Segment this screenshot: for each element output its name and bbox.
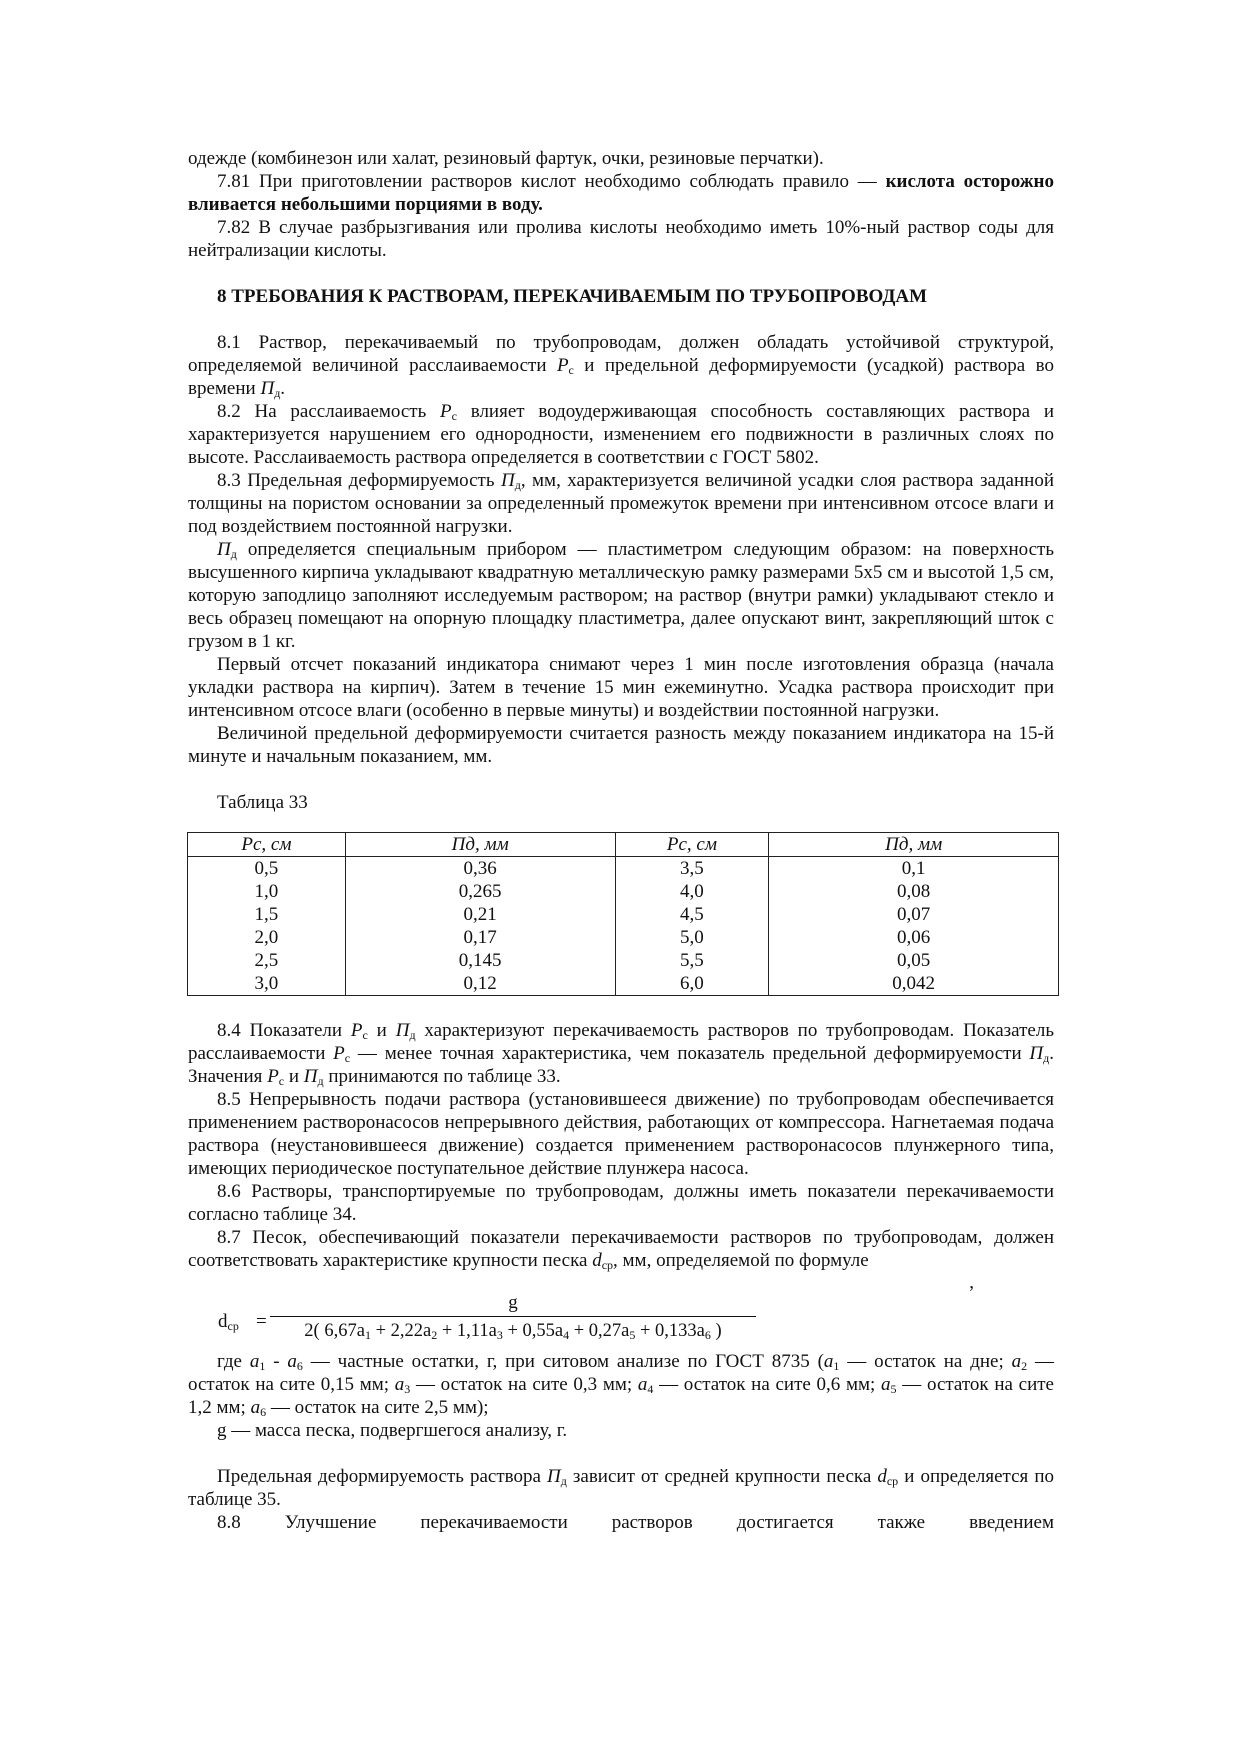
formula-denominator [270,1317,756,1345]
table-cell: 0,05 [769,949,1059,972]
text: - [265,1351,288,1372]
table-cell: 1,5 [188,903,346,926]
symbol: П [303,1066,318,1087]
formula-term: + 1,11a [437,1321,497,1341]
table-row [188,972,1059,996]
text: и определяется по таблице 35. [188,1466,1054,1510]
subscript: 1 [259,1359,266,1373]
paragraph-8-7 [188,1226,1054,1272]
subscript: ср [886,1474,899,1488]
text: 8.2 На расслаиваемость [217,401,441,422]
table-header-row [188,833,1059,857]
subscript: ср [601,1258,614,1272]
subscript: с [451,409,457,423]
symbol: d [592,1250,602,1271]
text: . [280,378,286,399]
table-cell: 1,0 [188,880,346,903]
text: , мм, определяемой по формуле [613,1250,869,1271]
bold-text: кислота осторожно вливается небольшими порциями в воду. [188,171,1054,215]
paragraph-8-1 [188,331,1054,400]
symbol: P [350,1020,363,1041]
symbol: P [267,1066,279,1087]
formula-subscript: 1 [364,1328,371,1342]
paragraph-8-2 [188,400,1054,469]
table-cell: 2,5 [188,949,346,972]
paragraph-7-82: 7.82 В случае разбрызгивания или пролива кислоты необходимо иметь 10%-ный раствор соды для нейтрализации кислоты. [188,217,1054,261]
symbol: a [394,1374,405,1395]
formula-subscript: 5 [629,1328,636,1342]
table-cell: 0,21 [345,903,615,926]
header-cell: Рс, см [615,833,769,857]
text: зависит от средней крупности песка [566,1466,878,1487]
subscript: 6 [260,1405,267,1419]
subscript: 1 [833,1359,840,1373]
text: , мм, характеризуется величиной усадки слоя раствора заданной толщины на пористом основании за определенный промежуток времени при интенсивном отсосе влаги и под воздействием постоянной нагрузки. [188,470,1054,537]
table-cell: 0,042 [769,972,1059,996]
symbol: a [250,1397,261,1418]
table-cell: 5,0 [615,926,769,949]
symbol: П [260,378,275,399]
text: — остаток на дне; [839,1351,1012,1372]
text: влияет водоудерживающая способность составляющих раствора и характеризуется нарушением его однородности, изменением его подвижности в различных слоях по высоте. Расслаиваемость раствора определяется в соответствии с ГОСТ 5802. [188,401,1054,468]
table-cell: 3,5 [615,857,769,881]
text: 8.4 Показатели [217,1020,351,1041]
formula-subscript: 4 [563,1328,570,1342]
symbol: P [333,1043,345,1064]
table-cell: 0,145 [345,949,615,972]
formula-term: + 0,27a [569,1321,630,1341]
symbol: П [500,470,515,491]
text: . Значения [188,1043,1054,1087]
formula-subscript: 2 [431,1328,438,1342]
text: Предельная деформируемость раствора [217,1466,547,1487]
formula-d-cp [218,1290,1054,1348]
symbol: a [823,1351,834,1372]
subscript: 4 [647,1382,654,1396]
formula-symbol: d [218,1311,228,1332]
paragraph: одежде (комбинезон или халат, резиновый фартук, очки, резиновые перчатки). [188,148,824,169]
symbol: a [287,1351,297,1372]
table-cell: 4,5 [615,903,769,926]
table-row [188,926,1059,949]
subscript: с [362,1028,368,1042]
paragraph-where [188,1350,1054,1419]
paragraph-deformability-sand [188,1465,1054,1511]
text: — остаток на сите 0,3 мм; [410,1374,638,1395]
table-cell: 0,07 [769,903,1059,926]
text: 8.1 Раствор, перекачиваемый по трубопроводам, должен обладать устойчивой структурой, определяемой величиной расслаиваемости [188,332,1054,376]
subscript: д [1043,1051,1050,1065]
formula-term: + 0,55a [502,1321,564,1341]
header-cell: Пд, мм [345,833,615,857]
symbol: a [1011,1351,1022,1372]
paragraph-8-8: 8.8 Улучшение перекачиваемости растворов достигается также введением [217,1512,1054,1533]
symbol: P [556,355,569,376]
paragraph-plastimeter [188,538,1054,653]
table-cell: 5,5 [615,949,769,972]
subscript: 6 [296,1359,303,1373]
paragraph-g-definition: g — масса песка, подвергшегося анализу, г. [217,1420,568,1441]
subscript: д [514,478,521,492]
text: где [217,1351,250,1372]
text: — менее точная характеристика, чем показатель предельной деформируемости [350,1043,1030,1064]
table-cell: 0,06 [769,926,1059,949]
subscript: д [274,386,281,400]
table-cell: 2,0 [188,926,346,949]
table-cell: 0,265 [345,880,615,903]
symbol: П [546,1466,561,1487]
text: — остаток на сите 0,6 мм; [653,1374,882,1395]
formula-term: 6,67a [319,1321,365,1341]
subscript: 5 [890,1382,897,1396]
text: принимаются по таблице 33. [323,1066,561,1087]
subscript: 2 [1021,1359,1028,1373]
subscript: с [568,363,574,377]
text: 8.7 Песок, обеспечивающий показатели перекачиваемости растворов по трубопроводам, должен соответствовать характеристике крупности песка [188,1227,1054,1271]
formula-equals: = [256,1311,267,1332]
header-cell: Рс, см [188,833,346,857]
text: и [284,1066,304,1087]
section-heading: 8 ТРЕБОВАНИЯ К РАСТВОРАМ, ПЕРЕКАЧИВАЕМЫМ ПО ТРУБОПРОВОДАМ [217,286,928,307]
symbol: a [637,1374,648,1395]
formula-term: + 0,133a [635,1321,705,1341]
symbol: П [217,539,231,560]
text: и предельной деформируемости (усадкой) раствора во времени [188,355,1055,399]
subscript: д [230,547,237,561]
table-row [188,949,1059,972]
table-33 [187,832,1059,996]
table-row [188,857,1059,881]
symbol: P [440,401,452,422]
symbol: a [249,1351,260,1372]
table-cell: 0,08 [769,880,1059,903]
text: и [367,1020,396,1041]
symbol: a [881,1374,891,1395]
table-cell: 0,1 [769,857,1059,881]
formula-subscript: 3 [496,1328,503,1342]
subscript: д [560,1474,567,1488]
stray-comma: , [969,1272,974,1293]
formula-fraction [270,1290,756,1345]
table-caption: Таблица 33 [217,792,308,813]
formula-term: 2( [304,1321,320,1341]
table-row [188,903,1059,926]
table-row [188,880,1059,903]
formula-term: + 2,22a [370,1321,432,1341]
document-page [188,147,1054,1534]
text: характеризуют перекачиваемость растворов по трубопроводам. Показатель расслаиваемости [188,1020,1054,1064]
formula-subscript: ср [227,1319,239,1333]
text: определяется специальным прибором — пластиметром следующим образом: на поверхность высушенного кирпича укладывают квадратную металлическую рамку размерами 5х5 см и высотой 1,5 см, которую заподлицо заполняют исследуемым раствором; на раствор (внутри рамки) укладывают стекло и весь образец помещают на опорную площадку пластиметра, далее опускают винт, закрепляющий шток с грузом в 1 кг. [188,539,1054,652]
paragraph-7-81 [188,170,1054,216]
table-cell: 0,17 [345,926,615,949]
paragraph-8-4 [188,1019,1054,1088]
formula-term: ) [710,1321,722,1341]
table-cell: 0,36 [345,857,615,881]
text: — остаток на сите 0,15 мм; [188,1351,1055,1395]
text: 7.81 При приготовлении растворов кислот необходимо соблюдать правило — [217,171,886,192]
text: — остаток на сите 2,5 мм); [266,1397,489,1418]
symbol: П [1029,1043,1044,1064]
subscript: д [317,1074,324,1088]
formula-subscript: 6 [704,1328,711,1342]
symbol: d [877,1466,887,1487]
paragraph-deformability-value: Величиной предельной деформируемости считается разность между показанием индикатора на 15-й минуте и начальным показанием, мм. [188,723,1054,767]
subscript: д [409,1028,416,1042]
table-cell: 3,0 [188,972,346,996]
header-cell: Пд, мм [769,833,1059,857]
formula-lhs [218,1310,239,1333]
symbol: П [395,1020,410,1041]
paragraph-8-3 [188,469,1054,538]
formula-numerator: g [508,1292,518,1313]
paragraph-8-5: 8.5 Непрерывность подачи раствора (установившееся движение) по трубопроводам обеспечивается применением растворонасосов непрерывного действия, работающих от компрессора. Нагнетаемая подача раствора (неустановившееся движение) создается применением растворонасосов плунжерного типа, имеющих периодическое поступательное действие плунжера насоса. [188,1089,1054,1179]
subscript: 3 [404,1382,411,1396]
table-cell: 4,0 [615,880,769,903]
paragraph-first-reading: Первый отсчет показаний индикатора снимают через 1 мин после изготовления образца (начала укладки раствора на кирпич). Затем в течение 15 мин ежеминутно. Усадка раствора происходит при интенсивном отсосе влаги (особенно в первые минуты) и воздействии постоянной нагрузки. [188,654,1054,721]
subscript: с [278,1074,285,1088]
text: 8.3 Предельная деформируемость [217,470,501,491]
subscript: с [344,1051,351,1065]
text: — частные остатки, г, при ситовом анализе по ГОСТ 8735 ( [302,1351,824,1372]
table-cell: 6,0 [615,972,769,996]
table-cell: 0,12 [345,972,615,996]
paragraph-8-6: 8.6 Растворы, транспортируемые по трубопроводам, должны иметь показатели перекачиваемости согласно таблице 34. [188,1181,1054,1225]
text: — остаток на сите 1,2 мм; [188,1374,1054,1418]
table-cell: 0,5 [188,857,346,881]
